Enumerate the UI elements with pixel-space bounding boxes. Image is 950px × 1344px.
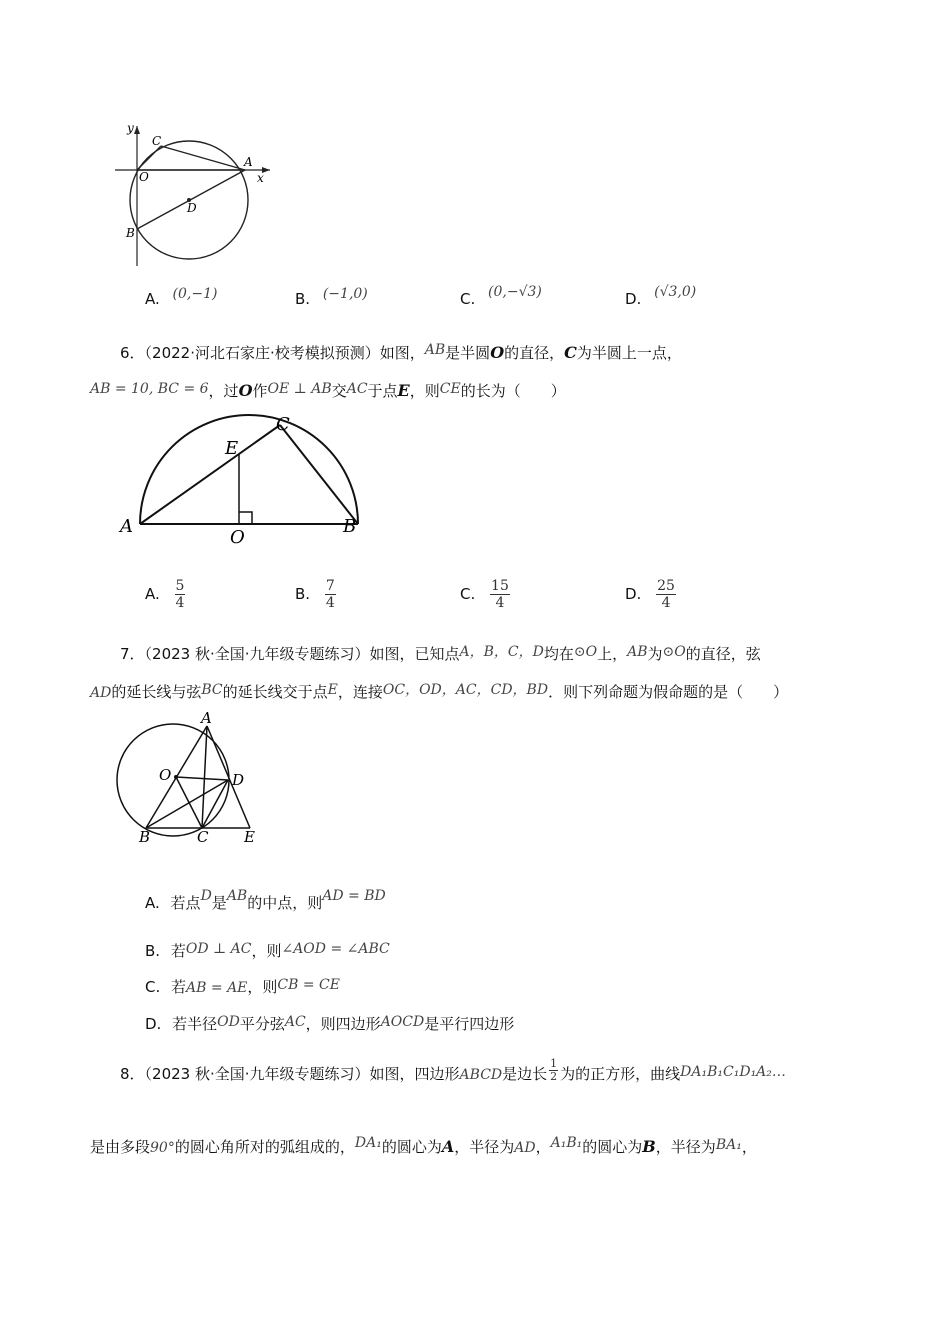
denominator: 2 (550, 1070, 558, 1083)
text: 是由多段 (90, 1138, 151, 1156)
option-value: (√3,0) (654, 284, 697, 300)
fraction (490, 578, 510, 611)
fig1-label-x: x (257, 171, 264, 185)
q8-source: （2023 秋·全国·九年级专题练习）如图，四边形 (144, 1065, 460, 1083)
text: ，连接 (337, 683, 383, 701)
math-arc1: DA₁ (354, 1135, 382, 1151)
fraction (175, 578, 186, 611)
option-letter: A. (145, 585, 160, 603)
math-arc2: A₁B₁ (550, 1135, 583, 1151)
fig2-label-e: E (225, 438, 239, 459)
fig1-label-c: C (152, 134, 162, 148)
text: ，则 (247, 978, 278, 996)
math-e: E (397, 381, 410, 400)
text: 是 (211, 894, 227, 912)
math-ab: AB (424, 342, 446, 358)
option-letter: A. (145, 894, 160, 912)
fig2-label-b: B (343, 516, 357, 537)
math-d: D (200, 888, 212, 904)
option-letter: B. (295, 290, 311, 308)
q6-source: （2022·河北石家庄·校考模拟预测）如图， (144, 344, 425, 362)
math-od: OD (217, 1014, 240, 1030)
denominator: 4 (495, 595, 505, 611)
fig2-label-o: O (230, 527, 245, 548)
option-letter: C. (460, 290, 476, 308)
option-letter: D. (625, 585, 642, 603)
text: ，半径为 (454, 1138, 515, 1156)
text: 若点 (170, 894, 201, 912)
text: 为 (647, 645, 663, 663)
q8-line-2 (90, 1136, 757, 1157)
math-circle: ⊙O (573, 644, 598, 660)
text: 的中点，则 (247, 894, 323, 912)
figure-circle-coordinate (110, 118, 280, 273)
numerator: 25 (657, 578, 675, 594)
math-points: A，B，C，D (459, 644, 544, 660)
math-e: E (327, 682, 338, 698)
text: 是平行四边形 (424, 1015, 515, 1033)
math-cond: AB = AE (186, 980, 248, 996)
fig3-label-a: A (201, 710, 212, 727)
math-aocd: AOCD (380, 1014, 425, 1030)
text: 的圆心为 (582, 1138, 643, 1156)
fig3-label-d: D (232, 771, 245, 789)
fig2-label-c: C (276, 414, 290, 435)
text: 均在 (543, 645, 574, 663)
text: 的延长线交于点 (222, 683, 328, 701)
math-b: B (642, 1137, 656, 1156)
text: ．则下列命题为假命题的是（ ） (548, 683, 789, 701)
q7-option-a (145, 888, 386, 913)
fig3-label-o: O (159, 766, 172, 784)
math-o: O (238, 381, 253, 400)
math-o: O (490, 343, 505, 362)
text: 平分弦 (239, 1015, 285, 1033)
text: 作 (252, 382, 268, 400)
text: 交 (331, 382, 347, 400)
math-ac: AC (284, 1014, 306, 1030)
denominator: 4 (175, 595, 185, 611)
fraction (325, 578, 336, 611)
q5-option-d (625, 284, 697, 308)
math-ad: AD (90, 685, 112, 701)
math-eq: CB = CE (277, 977, 340, 993)
math-segments: OC，OD，AC，CD，BD (382, 682, 549, 698)
q7-option-b (145, 940, 390, 961)
text: 的圆心角所对的弧组成的， (174, 1138, 355, 1156)
fig3-label-e: E (244, 828, 255, 846)
text: ，则 (409, 382, 440, 400)
question-number: 6． (120, 344, 145, 362)
math-given: AB = 10, BC = 6 (90, 381, 209, 397)
q6-option-a (145, 578, 185, 611)
question-number: 7． (120, 645, 145, 663)
denominator: 4 (661, 595, 671, 611)
text: 于点 (367, 382, 398, 400)
q7-option-c (145, 976, 340, 997)
math-ce: CE (439, 381, 461, 397)
math-bc: BC (201, 682, 223, 698)
text: 若半径 (172, 1015, 218, 1033)
figure-circle-quad (115, 710, 275, 850)
q5-option-b (295, 286, 368, 308)
q6-option-b (295, 578, 336, 611)
text: ，过 (208, 382, 239, 400)
numerator: 15 (491, 578, 509, 594)
q6-option-c (460, 578, 510, 611)
question-number: 8． (120, 1065, 145, 1083)
fraction-half (549, 1058, 558, 1083)
text: ， (535, 1138, 551, 1156)
math-perp: OE ⊥ AB (267, 381, 332, 397)
fig1-label-d: D (187, 201, 197, 215)
q7-line-1 (120, 643, 761, 664)
q6-line-2 (90, 380, 566, 401)
math-cond: OD ⊥ AC (185, 941, 252, 957)
option-letter: C. (460, 585, 476, 603)
text: 为的正方形，曲线 (560, 1065, 681, 1083)
math-ab: AB (627, 644, 648, 660)
numerator: 1 (550, 1057, 558, 1070)
q7-source: （2023 秋·全国·九年级专题练习）如图，已知点 (144, 645, 460, 663)
math-deg: 90° (150, 1140, 175, 1156)
math-eq: ∠AOD = ∠ABC (281, 941, 390, 957)
text: ， (741, 1138, 757, 1156)
q7-line-2 (90, 681, 788, 702)
text: 的长为（ ） (460, 382, 566, 400)
text: 的圆心为 (381, 1138, 442, 1156)
text: 若 (171, 978, 187, 996)
text: 是边长 (502, 1065, 548, 1083)
fig2-label-a: A (120, 516, 133, 537)
math-arc-ab: AB (226, 888, 248, 904)
fig3-label-c: C (197, 828, 209, 846)
math-circle: ⊙O (662, 644, 686, 660)
math-a: A (441, 1137, 455, 1156)
option-letter: B. (295, 585, 311, 603)
fig1-label-b: B (126, 226, 135, 240)
text: 的延长线与弦 (111, 683, 202, 701)
fig1-label-o: O (139, 170, 149, 184)
text: 的直径， (504, 344, 565, 362)
math-ad: AD (514, 1140, 536, 1156)
option-letter: D. (625, 290, 642, 308)
q6-line-1 (120, 342, 682, 363)
math-abcd: ABCD (459, 1067, 503, 1083)
option-letter: C. (145, 978, 161, 996)
figure-semicircle (112, 408, 372, 548)
option-letter: B. (145, 942, 161, 960)
math-c: C (564, 343, 577, 362)
text: 是半圆 (445, 344, 491, 362)
option-letter: A. (145, 290, 160, 308)
math-eq: AD = BD (322, 888, 386, 904)
text: ，则四边形 (305, 1015, 381, 1033)
option-value: (0,−√3) (488, 284, 542, 300)
q8-line-1 (120, 1057, 786, 1087)
q6-option-d (625, 578, 676, 611)
fig3-label-b: B (139, 828, 151, 846)
option-letter: D. (145, 1015, 162, 1033)
q5-option-c (460, 284, 542, 308)
fig1-label-a: A (244, 155, 253, 169)
math-ac: AC (346, 381, 368, 397)
text: ，半径为 (655, 1138, 716, 1156)
text: 若 (170, 942, 186, 960)
text: 为半圆上一点， (576, 344, 682, 362)
denominator: 4 (325, 595, 335, 611)
q7-option-d (145, 1013, 514, 1034)
fig1-label-y: y (127, 121, 134, 135)
numerator: 5 (175, 578, 185, 594)
option-value: (0,−1) (172, 286, 218, 302)
fraction (656, 578, 676, 611)
math-curve: DA₁B₁C₁D₁A₂… (680, 1064, 786, 1080)
text: 上， (597, 645, 628, 663)
numerator: 7 (325, 578, 335, 594)
q5-option-a (145, 286, 218, 308)
text: 的直径，弦 (685, 645, 761, 663)
math-ba1: BA₁ (715, 1137, 742, 1153)
option-value: (−1,0) (322, 286, 368, 302)
text: ，则 (251, 942, 282, 960)
